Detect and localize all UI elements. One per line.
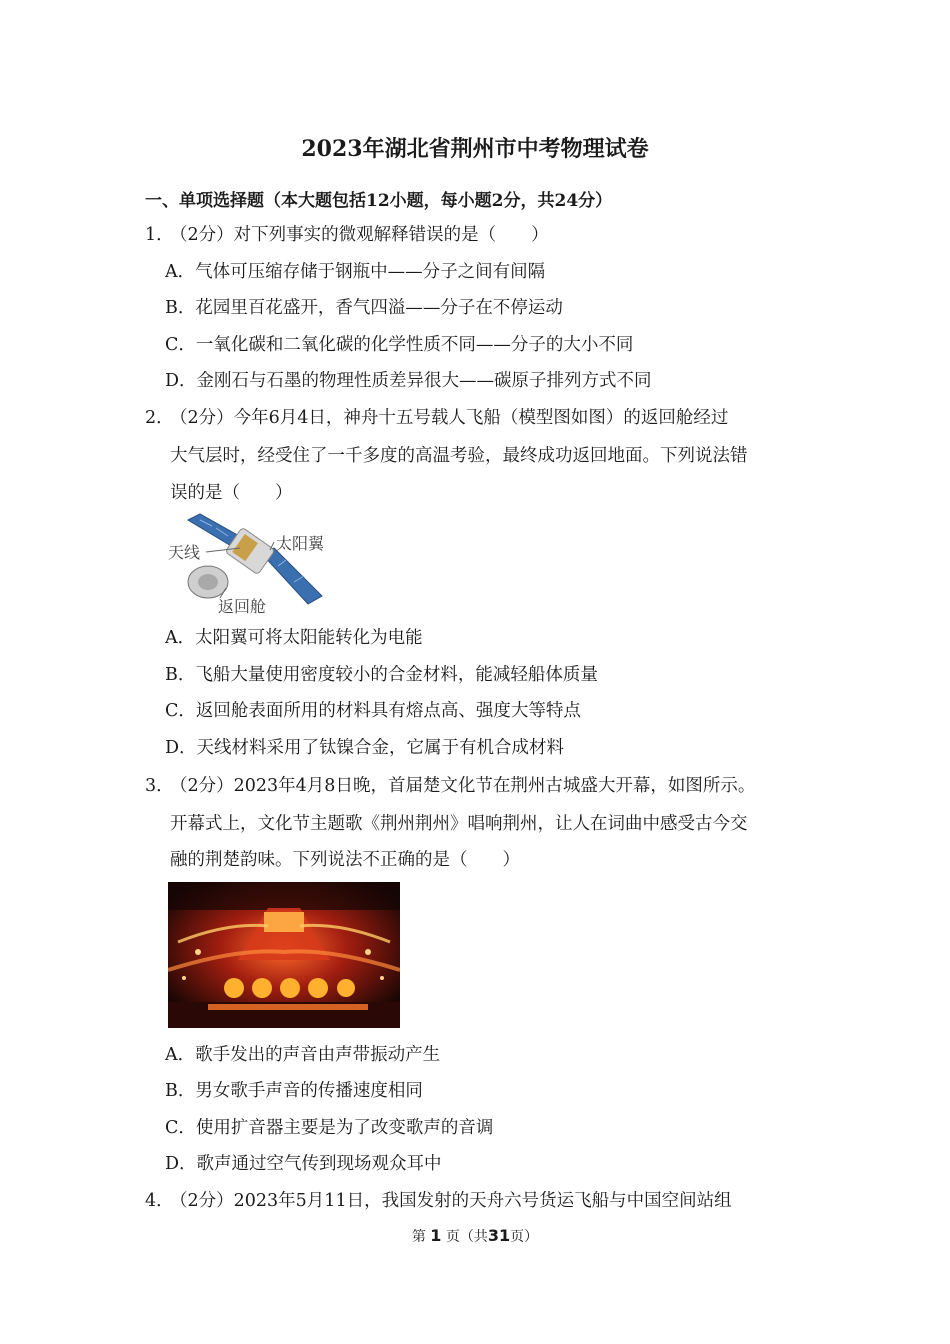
footer-prefix: 第 bbox=[411, 1229, 426, 1245]
section-heading: 一、单项选择题（本大题包括12小题，每小题2分，共24分） bbox=[145, 191, 613, 211]
footer-suffix: 页） bbox=[510, 1229, 539, 1245]
question-3-number: 3． bbox=[145, 776, 174, 796]
question-2-option-d: D．天线材料采用了钛镍合金，它属于有机合成材料 bbox=[165, 738, 565, 758]
capsule-label: 返回舱 bbox=[218, 597, 267, 616]
antenna-label: 天线 bbox=[168, 543, 201, 562]
question-3-stem-line-1: （2分）2023年4月8日晚，首届楚文化节在荆州古城盛大开幕，如图所示。 bbox=[170, 776, 756, 796]
question-1-option-c: C．一氧化碳和二氧化碳的化学性质不同——分子的大小不同 bbox=[165, 335, 634, 355]
question-1-option-b: B．花园里百花盛开，香气四溢——分子在不停运动 bbox=[165, 298, 563, 318]
question-3-stem-line-2: 开幕式上，文化节主题歌《荆州荆州》唱响荆州，让人在词曲中感受古今交 bbox=[170, 814, 748, 834]
question-4-number: 4． bbox=[145, 1191, 174, 1211]
question-2-number: 2． bbox=[145, 408, 174, 428]
question-3-stem-line-3: 融的荆楚韵味。下列说法不正确的是（ ） bbox=[170, 850, 520, 870]
question-2-option-a: A．太阳翼可将太阳能转化为电能 bbox=[165, 628, 423, 648]
question-3-option-a: A．歌手发出的声音由声带振动产生 bbox=[165, 1045, 441, 1065]
question-3-option-d: D．歌声通过空气传到现场观众耳中 bbox=[165, 1154, 442, 1174]
question-2-option-b: B．飞船大量使用密度较小的合金材料，能减轻船体质量 bbox=[165, 665, 598, 685]
page-title: 2023年湖北省荆州市中考物理试卷 bbox=[301, 136, 649, 162]
question-2-stem-line-1: （2分）今年6月4日，神舟十五号载人飞船（模型图如图）的返回舱经过 bbox=[170, 408, 729, 428]
solar-wing-label: 太阳翼 bbox=[276, 534, 325, 553]
question-4-stem: （2分）2023年5月11日，我国发射的天舟六号货运飞船与中国空间站组 bbox=[170, 1191, 732, 1211]
question-1-stem: （2分）对下列事实的微观解释错误的是（ ） bbox=[170, 225, 549, 245]
footer-total-pages: 31 bbox=[487, 1226, 511, 1245]
question-2-option-c: C．返回舱表面所用的材料具有熔点高、强度大等特点 bbox=[165, 701, 581, 721]
question-3-option-b: B．男女歌手声音的传播速度相同 bbox=[165, 1081, 423, 1101]
footer-mid: 页（共 bbox=[445, 1229, 488, 1245]
question-2-stem-line-3: 误的是（ ） bbox=[170, 483, 293, 503]
question-1-option-a: A．气体可压缩存储于钢瓶中——分子之间有间隔 bbox=[165, 262, 546, 282]
spacecraft-figure bbox=[166, 512, 336, 618]
page-footer bbox=[0, 1226, 950, 1246]
question-2-stem-line-2: 大气层时，经受住了一千多度的高温考验，最终成功返回地面。下列说法错 bbox=[170, 446, 748, 466]
question-1-option-d: D．金刚石与石墨的物理性质差异很大——碳原子排列方式不同 bbox=[165, 371, 652, 391]
festival-stage-photo bbox=[168, 882, 400, 1028]
question-3-option-c: C．使用扩音器主要是为了改变歌声的音调 bbox=[165, 1118, 494, 1138]
footer-page-number: 1 bbox=[430, 1226, 442, 1245]
question-1-number: 1． bbox=[145, 225, 174, 245]
